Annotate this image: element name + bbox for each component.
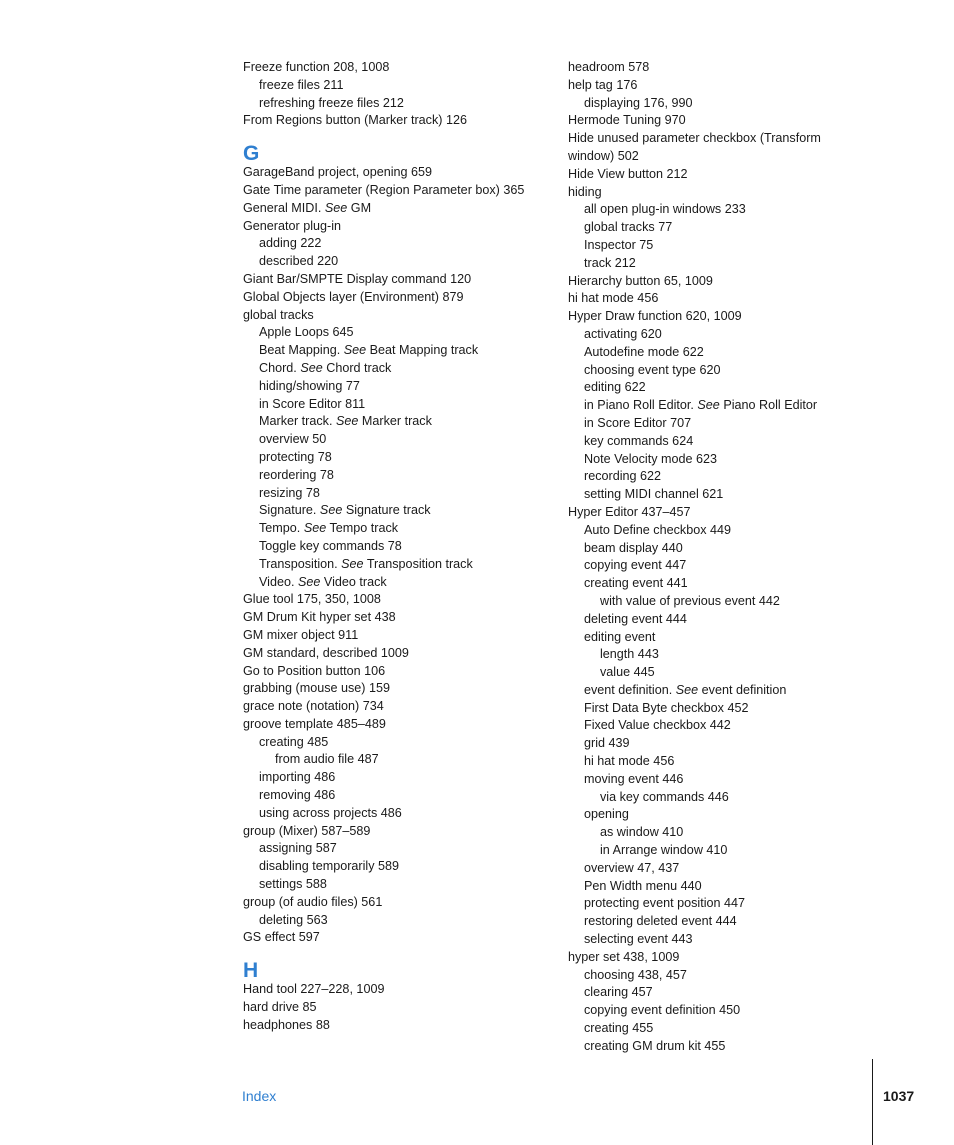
index-subentry	[243, 556, 553, 574]
index-entry-text: in Piano Roll Editor.	[584, 398, 698, 413]
index-entry: Hide unused parameter checkbox (Transform window) 502	[568, 131, 821, 163]
index-subentry: Autodefine mode 622	[584, 344, 704, 359]
index-entry: grabbing (mouse use) 159	[243, 681, 391, 696]
index-subentry: editing event	[584, 629, 656, 644]
see-reference-label: See	[697, 398, 720, 413]
index-subentry: Pen Width menu 440	[584, 878, 702, 893]
index-entry-text: Video track	[320, 574, 387, 589]
index-entry: group (Mixer) 587–589	[243, 823, 371, 838]
see-reference-label: See	[324, 200, 348, 215]
index-subentry: with value of previous event 442	[600, 593, 780, 608]
index-entry: Hide View button 212	[568, 166, 688, 181]
index-entry: grace note (notation) 734	[243, 699, 384, 714]
index-subentry: in Score Editor 707	[584, 415, 692, 430]
index-subentry: Apple Loops 645	[259, 325, 354, 340]
index-subentry	[243, 360, 553, 378]
index-subentry: setting MIDI channel 621	[584, 487, 724, 502]
index-subentry: adding 222	[259, 236, 322, 251]
index-entry-text: event definition	[698, 682, 787, 697]
index-entry: hi hat mode 456	[568, 291, 659, 306]
index-entry-text: Tempo track	[326, 521, 399, 536]
index-subentry: track 212	[584, 255, 636, 270]
index-subentry: displaying 176, 990	[584, 95, 693, 110]
index-entry: hard drive 85	[243, 1000, 317, 1015]
index-entry	[243, 200, 553, 218]
index-entry: help tag 176	[568, 77, 638, 92]
index-subentry: importing 486	[259, 770, 336, 785]
index-letter-heading: G	[243, 142, 260, 166]
index-subentry: selecting event 443	[584, 932, 693, 947]
index-subentry: value 445	[600, 665, 655, 680]
index-subentry: editing 622	[584, 380, 646, 395]
index-entry: Gate Time parameter (Region Parameter box) 365	[243, 182, 525, 197]
index-entry: From Regions button (Marker track) 126	[243, 113, 467, 128]
index-entry: Global Objects layer (Environment) 879	[243, 289, 464, 304]
index-subentry: Note Velocity mode 623	[584, 451, 718, 466]
index-entry: Giant Bar/SMPTE Display command 120	[243, 271, 472, 286]
index-entry-text: Signature track	[342, 503, 431, 518]
index-entry: hyper set 438, 1009	[568, 949, 680, 964]
index-entry-text: Transposition.	[259, 556, 342, 571]
index-subentry	[568, 397, 858, 415]
index-subentry: opening	[584, 807, 629, 822]
index-entry-text: Transposition track	[363, 556, 473, 571]
index-entry-text: Beat Mapping.	[259, 343, 344, 358]
index-subentry: grid 439	[584, 736, 630, 751]
index-subentry: refreshing freeze files 212	[259, 95, 404, 110]
index-subentry	[243, 520, 553, 538]
index-subentry: beam display 440	[584, 540, 683, 555]
index-subentry: length 443	[600, 647, 659, 662]
index-subentry: hi hat mode 456	[584, 754, 675, 769]
index-entry-text: Chord track	[322, 360, 392, 375]
index-column-right	[568, 59, 858, 1056]
index-subentry	[243, 502, 553, 520]
index-entry: global tracks	[243, 307, 314, 322]
index-subentry: moving event 446	[584, 771, 684, 786]
index-subentry: creating event 441	[584, 576, 688, 591]
index-subentry	[243, 574, 553, 592]
index-subentry: resizing 78	[259, 485, 320, 500]
index-entry: Hierarchy button 65, 1009	[568, 273, 713, 288]
index-entry-text: GM	[347, 200, 372, 215]
index-entry-text: Signature.	[259, 503, 320, 518]
index-entry: group (of audio files) 561	[243, 894, 383, 909]
index-entry: Glue tool 175, 350, 1008	[243, 592, 381, 607]
index-subentry: copying event definition 450	[584, 1003, 741, 1018]
index-subentry: Toggle key commands 78	[259, 538, 402, 553]
index-subentry: activating 620	[584, 326, 662, 341]
index-subentry: overview 50	[259, 432, 327, 447]
index-entry: Hyper Draw function 620, 1009	[568, 309, 742, 324]
index-subentry: deleting 563	[259, 912, 328, 927]
index-subentry: Inspector 75	[584, 237, 654, 252]
see-reference-label: See	[319, 503, 343, 518]
index-subentry: using across projects 486	[259, 805, 402, 820]
index-subentry: copying event 447	[584, 558, 687, 573]
index-entry: hiding	[568, 184, 602, 199]
index-subentry: as window 410	[600, 825, 684, 840]
index-entry: Hermode Tuning 970	[568, 113, 686, 128]
see-reference-label: See	[675, 682, 699, 697]
index-entry: GM mixer object 911	[243, 627, 359, 642]
index-entry: Generator plug-in	[243, 218, 342, 233]
index-subentry: in Arrange window 410	[600, 843, 728, 858]
index-subentry: protecting 78	[259, 449, 332, 464]
index-subentry: assigning 587	[259, 841, 337, 856]
see-reference-label: See	[297, 574, 321, 589]
index-subentry: key commands 624	[584, 433, 694, 448]
index-entry-text: Tempo.	[259, 521, 304, 536]
index-entry: headroom 578	[568, 60, 650, 74]
index-subentry: creating 485	[259, 734, 329, 749]
index-subentry: restoring deleted event 444	[584, 914, 737, 929]
index-entry: headphones 88	[243, 1017, 330, 1032]
index-subentry: hiding/showing 77	[259, 378, 360, 393]
index-subentry: First Data Byte checkbox 452	[584, 700, 749, 715]
index-subentry: all open plug-in windows 233	[584, 202, 746, 217]
index-entry-text: Video.	[259, 574, 298, 589]
index-entry: Freeze function 208, 1008	[243, 60, 390, 74]
index-subentry: overview 47, 437	[584, 860, 680, 875]
index-subentry: creating 455	[584, 1021, 654, 1036]
index-entry: Hand tool 227–228, 1009	[243, 982, 385, 997]
index-subentry: disabling temporarily 589	[259, 859, 400, 874]
see-reference-label: See	[303, 521, 327, 536]
index-subentry: creating GM drum kit 455	[584, 1038, 726, 1053]
index-subentry: described 220	[259, 254, 339, 269]
index-subentry: in Score Editor 811	[259, 396, 366, 411]
index-subentry: recording 622	[584, 469, 662, 484]
index-entry-text: Beat Mapping track	[366, 343, 479, 358]
index-entry: GM standard, described 1009	[243, 645, 409, 660]
index-subentry: deleting event 444	[584, 611, 687, 626]
index-subentry: protecting event position 447	[584, 896, 746, 911]
index-entry-text: event definition.	[584, 682, 676, 697]
index-subentry: freeze files 211	[259, 77, 344, 92]
index-subentry	[243, 413, 553, 431]
index-entry: GM Drum Kit hyper set 438	[243, 610, 396, 625]
see-reference-label: See	[341, 556, 364, 571]
index-entry: Go to Position button 106	[243, 663, 386, 678]
index-subentry: via key commands 446	[600, 789, 729, 804]
footer-section-label: Index	[242, 1088, 277, 1104]
index-entry-text: General MIDI.	[243, 200, 325, 215]
index-subentry: Fixed Value checkbox 442	[584, 718, 731, 733]
see-reference-label: See	[335, 414, 359, 429]
index-subentry: global tracks 77	[584, 220, 673, 235]
index-subentry: clearing 457	[584, 985, 653, 1000]
index-subentry	[243, 342, 553, 360]
index-entry: GarageBand project, opening 659	[243, 165, 433, 180]
index-entry-text: Chord.	[259, 360, 301, 375]
see-reference-label: See	[343, 343, 367, 358]
footer-divider	[872, 1059, 873, 1145]
index-subentry	[568, 682, 858, 700]
index-subentry: choosing 438, 457	[584, 967, 687, 982]
index-entry-text: Marker track	[358, 414, 432, 429]
index-entry: GS effect 597	[243, 930, 320, 945]
index-subentry: from audio file 487	[275, 752, 379, 767]
index-letter-heading: H	[243, 959, 259, 983]
index-subentry: Auto Define checkbox 449	[584, 522, 732, 537]
index-entry: Hyper Editor 437–457	[568, 504, 691, 519]
index-entry-text: Piano Roll Editor	[719, 398, 818, 413]
see-reference-label: See	[300, 360, 323, 375]
index-column-left	[243, 59, 553, 1035]
index-entry-text: Marker track.	[259, 414, 336, 429]
index-subentry: removing 486	[259, 788, 336, 803]
page-number: 1037	[883, 1088, 915, 1104]
index-subentry: settings 588	[259, 877, 327, 892]
index-subentry: choosing event type 620	[584, 362, 721, 377]
index-subentry: reordering 78	[259, 467, 334, 482]
index-entry: groove template 485–489	[243, 716, 386, 731]
